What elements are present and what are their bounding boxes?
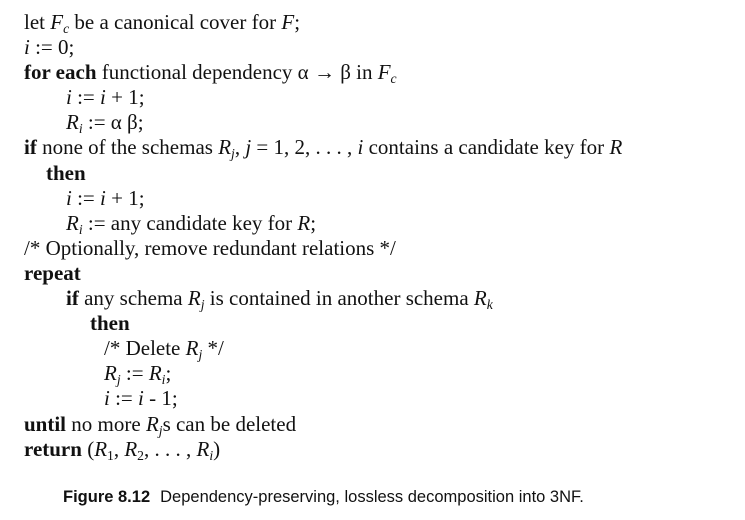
algo-line-14 — [24, 336, 739, 361]
comment: /* Optionally, remove redundant relations */ — [24, 235, 396, 260]
subscript: j — [158, 422, 163, 438]
text: s can be deleted — [162, 411, 297, 436]
text: ; — [294, 10, 301, 34]
text: - 1; — [143, 386, 178, 411]
var: F — [377, 60, 391, 85]
subscript: i — [161, 372, 166, 388]
text: contains a candidate key for — [363, 135, 610, 160]
subscript: k — [486, 296, 493, 312]
subscript: j — [116, 372, 121, 388]
var: R — [297, 210, 311, 235]
text: := any candidate key for — [82, 210, 298, 235]
subscript: 2 — [137, 447, 144, 463]
var: R — [66, 210, 79, 235]
text: = 1, 2, . . . , — [251, 135, 358, 160]
text: + 1; — [105, 185, 145, 210]
algo-line-7 — [24, 161, 739, 186]
var: R — [148, 361, 162, 386]
var: F — [50, 10, 64, 34]
text: any schema — [78, 286, 188, 311]
subscript: i — [78, 221, 83, 237]
subscript: j — [198, 347, 203, 363]
text: , — [234, 135, 246, 160]
text: let — [24, 10, 51, 34]
algo-line-15 — [24, 361, 739, 386]
var: R — [94, 436, 108, 461]
var: R — [104, 361, 117, 386]
text: none of the schemas — [36, 135, 219, 160]
var: F — [281, 10, 295, 34]
var: i — [24, 35, 30, 60]
text: ; — [310, 210, 317, 235]
algo-line-10 — [24, 236, 739, 261]
keyword: then — [46, 160, 86, 185]
var: i — [100, 185, 106, 210]
var: R — [609, 135, 623, 160]
var: i — [66, 185, 72, 210]
text: + 1; — [105, 85, 145, 110]
var: i — [357, 135, 364, 160]
var: i — [100, 85, 106, 110]
var: R — [124, 436, 138, 461]
subscript: c — [390, 71, 397, 86]
var: R — [218, 135, 232, 160]
var: R — [145, 411, 159, 436]
text: := — [120, 361, 149, 386]
text: := — [71, 85, 101, 110]
keyword: if — [24, 135, 37, 160]
text: := α β; — [82, 110, 144, 135]
var: R — [196, 436, 210, 461]
keyword: then — [90, 311, 130, 336]
algo-line-12 — [24, 286, 739, 311]
algo-line-1 — [24, 10, 739, 35]
var: i — [66, 85, 72, 110]
subscript: i — [78, 121, 83, 137]
comment: /* Delete — [104, 336, 186, 361]
figure-caption-text: Dependency-preserving, lossless decomposition into 3NF. — [160, 488, 584, 506]
var: R — [185, 336, 199, 361]
algo-line-16 — [24, 386, 739, 411]
algo-line-4 — [24, 85, 739, 110]
algo-line-17 — [24, 412, 739, 437]
text: := 0; — [29, 35, 75, 60]
algo-line-13 — [24, 311, 739, 336]
text: ( — [81, 436, 95, 461]
algo-line-9 — [24, 211, 739, 236]
algo-line-6 — [24, 135, 739, 160]
var: i — [104, 386, 110, 411]
algo-line-5 — [24, 110, 739, 135]
keyword: repeat — [24, 260, 81, 285]
keyword: for each — [24, 60, 97, 85]
text: , . . . , — [144, 436, 197, 461]
text: functional dependency α → β in — [96, 60, 378, 85]
algo-line-11 — [24, 261, 739, 286]
text: := — [71, 185, 101, 210]
algo-line-8 — [24, 186, 739, 211]
subscript: c — [63, 20, 70, 36]
var: R — [66, 110, 79, 135]
algo-line-2 — [24, 35, 739, 60]
text: ) — [213, 436, 221, 461]
figure-caption — [63, 488, 584, 507]
text: := — [109, 386, 139, 411]
text: no more — [66, 411, 146, 436]
algorithm-listing — [24, 10, 739, 462]
text: , — [113, 436, 125, 461]
text: is contained in another schema — [204, 286, 474, 311]
subscript: 1 — [107, 447, 114, 463]
figure-label: Figure 8.12 — [63, 488, 151, 506]
keyword: if — [66, 286, 79, 311]
text: be a canonical cover for — [69, 10, 282, 34]
var: i — [138, 386, 144, 411]
text: ; — [165, 361, 172, 386]
comment: */ — [202, 336, 224, 361]
subscript: j — [231, 146, 235, 162]
subscript: i — [209, 447, 214, 463]
keyword: until — [24, 411, 67, 436]
subscript: j — [200, 296, 205, 312]
var: R — [187, 286, 201, 311]
var: R — [473, 286, 487, 311]
algo-line-18 — [24, 437, 739, 462]
keyword: return — [24, 436, 82, 461]
var: j — [245, 135, 252, 160]
algo-line-3 — [24, 60, 739, 85]
